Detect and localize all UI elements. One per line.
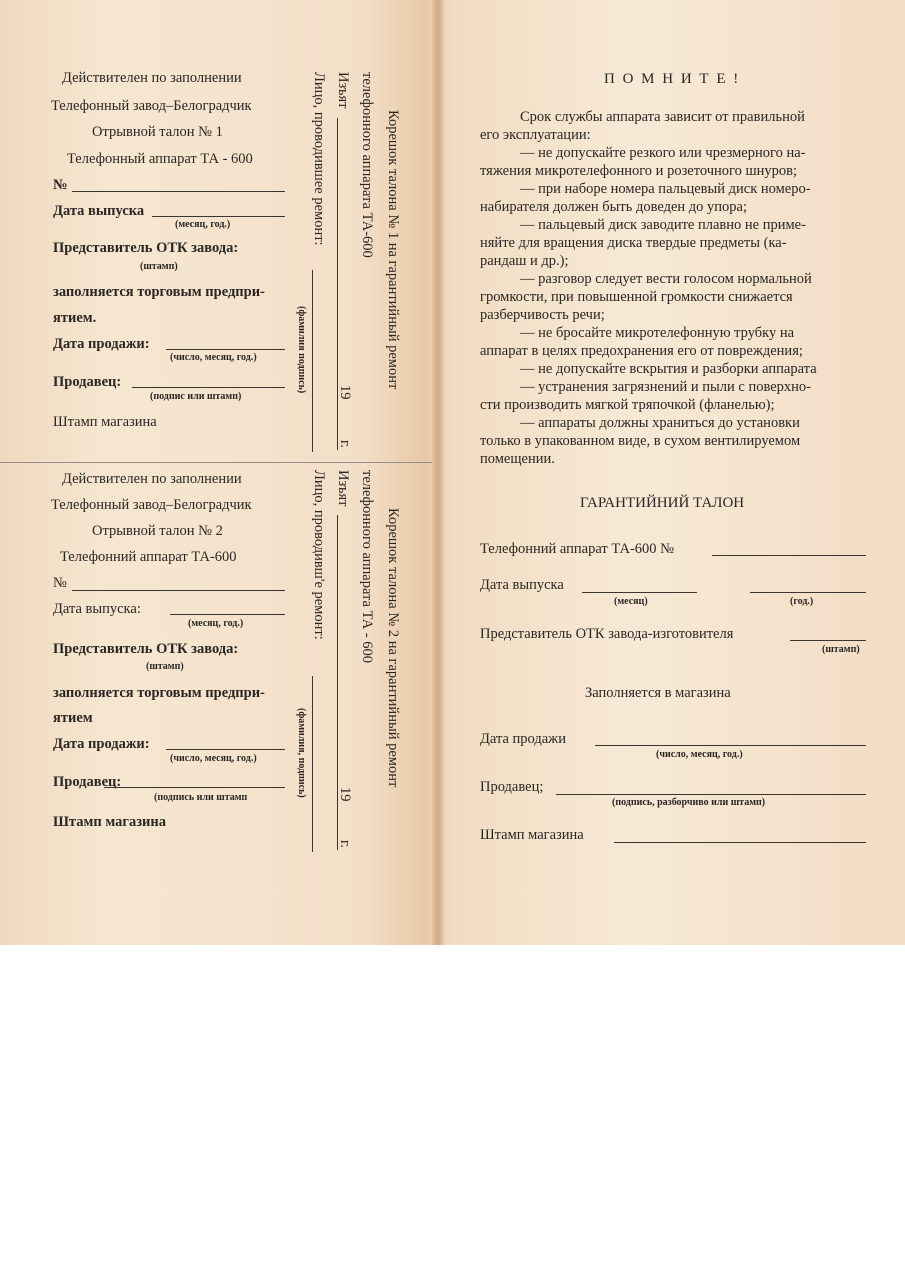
stub1-seller-hint: (подпис или штамп) [150,391,242,402]
remember-line: набирателя должен быть доведен до упора; [480,199,748,215]
stub1-repair-person: Лицо, проводившее ремонт: [311,72,327,246]
remember-line: — разговор следует вести голосом нормальной [520,271,812,287]
stub2-year-suffix: г. [337,840,353,848]
remember-line: помещении. [480,451,555,467]
warranty-number-line [712,555,866,556]
stub1-filled-2: ятием. [53,310,97,326]
warranty-shop-stamp: Штамп магазина [480,827,584,843]
page-fold [432,0,444,945]
warranty-stamp-hint: (штамп) [822,644,860,655]
stub2-filled-2: ятием [53,710,93,726]
stub1-coupon: Отрывной талон № 1 [92,124,223,140]
stub1-sale-label: Дата продажи: [53,336,150,352]
stub2-root-line2: телефонного аппарата ТА - 600 [359,470,375,664]
stub2-number-line [72,590,285,591]
stub1-release-label: Дата выпуска [53,203,145,219]
remember-line: аппарат в целях предохранения его от повреждения; [480,343,803,359]
tear-line [0,462,432,463]
warranty-shop-fill: Заполняется в магазина [585,685,731,701]
stub1-year-prefix: 19 [337,385,353,400]
stub1-release-hint: (месяц, год.) [175,219,231,230]
stub1-root-line1: Корешок талона № 1 на гарантийный ремонт [385,110,401,390]
warranty-year-hint: (год.) [790,596,814,607]
stub2-repair-line [312,676,313,852]
stub2-name-hint: (фамилия, подпись) [296,708,307,798]
stub2-seller-line [104,787,285,788]
stub2-sale-line [166,749,285,750]
warranty-stamp-line [614,842,866,843]
stub2-repair-person: Лицо, проводивш'е ремонт: [311,470,327,640]
stub1-filled-1: заполняется торговым предпри- [53,284,265,300]
stub2-device: Телефонний аппарат ТА-600 [60,549,237,565]
stub2-seller-hint: (подпись или штамп [154,792,248,803]
remember-line: — не допускайте резкого или чрезмерного на- [520,145,806,161]
stub2-number-label: № [53,575,67,591]
remember-line: — при наборе номера пальцевый диск номеро- [520,181,811,197]
remember-line: только в упакованном виде, в сухом вентилируемом [480,433,801,449]
remember-line: его эксплуатации: [480,127,591,143]
stub1-sale-hint: (число, месяц, год.) [170,352,257,363]
remember-line: — пальцевый диск заводите плавно не приме- [520,217,806,233]
remember-line: разберчивость речи; [480,307,605,323]
stub2-sale-hint: (число, месяц, год.) [170,753,257,764]
warranty-month-hint: (месяц) [614,596,648,607]
stub2-filled-1: заполняется торговым предпри- [53,685,265,701]
stub2-release-line [170,614,285,615]
remember-line: — устранения загрязнений и пыли с поверхно- [520,379,811,395]
stub1-name-hint: (фамилия подпись) [296,306,307,394]
remember-line: Срок службы аппарата зависит от правильной [520,109,805,125]
stub1-number-line [72,191,285,192]
stub2-factory: Телефонный завод–Белоградчик [51,497,252,513]
stub2-shop-stamp: Штамп магазина [53,814,166,830]
stub1-valid: Действителен по заполнении [62,70,242,86]
stub1-number-label: № [53,177,68,193]
warranty-year-line [750,592,866,593]
warranty-release-label: Дата выпуска [480,577,564,593]
remember-line: сти производить мягкой тряпочкой (фланелью); [480,397,775,413]
stub1-seller-line [132,387,285,388]
stub1-device: Телефонный аппарат ТА - 600 [67,151,253,167]
stub2-seller-label: Продавец: [53,774,122,790]
stub2-removed: Изъят [335,470,351,507]
remember-line: — аппараты должны храниться до установки [520,415,800,431]
remember-body [480,108,817,468]
warranty-otk-label: Представитель ОТК завода-изготовителя [480,626,734,642]
remember-line: тяжения микротелефонного и розеточного шнуров; [480,163,798,179]
stub2-otk-label: Представитель ОТК завода: [53,641,239,657]
remember-line: громкости, при повышенной громкости снижается [480,289,793,305]
stub1-sale-line [166,349,285,350]
remember-line: няйте для вращения диска твердые предметы (ка- [480,235,787,251]
stub2-release-label: Дата выпуска: [53,601,141,617]
stub1-stamp-hint: (штамп) [140,261,178,272]
warranty-sale-label: Дата продажи [480,731,566,747]
remember-line: — не бросайте микротелефонную трубку на [520,325,795,341]
stub1-year-suffix: г. [337,440,353,448]
warranty-seller-label: Продавец; [480,779,544,795]
stub1-root-line2: телефонного аппарата ТА-600 [359,72,375,258]
warranty-seller-line [556,794,866,795]
stub2-sale-label: Дата продажи: [53,736,150,752]
stub1-release-line [152,216,285,217]
warranty-device-label: Телефонний аппарат ТА-600 № [480,541,675,557]
stub1-seller-label: Продавец: [53,374,122,390]
warranty-sale-hint: (число, месяц, год.) [656,749,743,760]
stub2-year-prefix: 19 [337,787,353,802]
warranty-sale-line [595,745,866,746]
warranty-otk-line [790,640,866,641]
warranty-seller-hint: (подпись, разборчиво или штамп) [612,797,766,808]
stub2-valid: Действителен по заполнении [62,471,242,487]
warranty-title: ГАРАНТИЙНИЙ ТАЛОН [580,495,745,511]
stub1-otk-label: Представитель ОТК завода: [53,240,239,256]
stub2-coupon: Отрывной талон № 2 [92,523,223,539]
remember-line: рандаш и др.); [480,253,569,269]
stub2-stamp-hint: (штамп) [146,661,184,672]
stub1-repair-line [312,270,313,452]
stub2-release-hint: (месяц, год.) [188,618,244,629]
warranty-month-line [582,592,697,593]
stub2-root-line1: Корешок талона № 2 на гарантийный ремонт [385,508,401,788]
stub1-removed-line [337,118,338,450]
stub1-shop-stamp: Штамп магазина [53,414,157,430]
stub1-factory: Телефонный завод–Белоградчик [51,98,252,114]
remember-title: П О М Н И Т Е ! [604,71,741,87]
stub1-removed: Изъят [335,72,351,109]
remember-line: — не допускайте вскрытия и разборки аппарата [520,361,817,377]
